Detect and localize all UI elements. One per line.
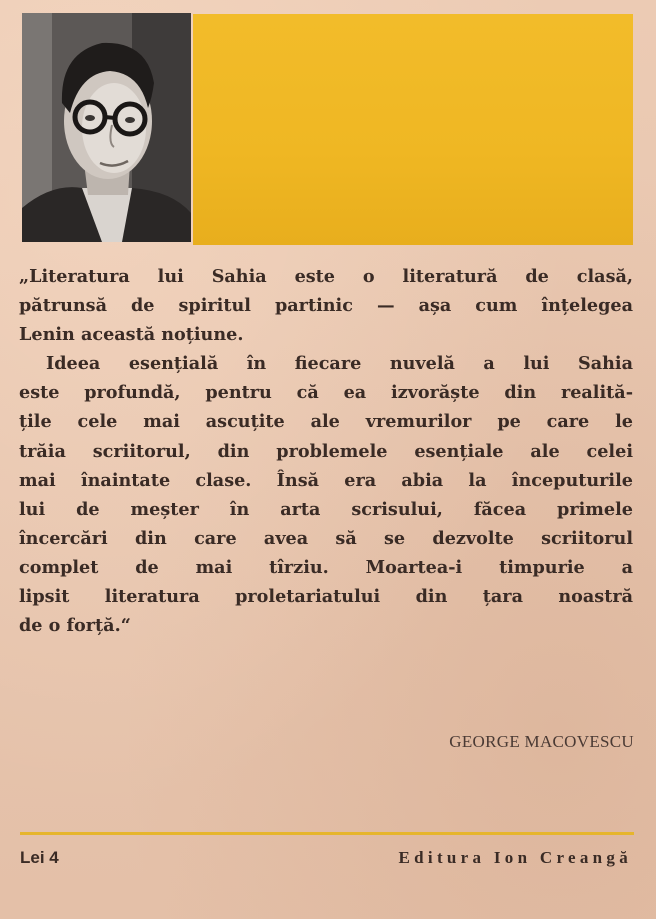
quote-line: țile cele mai ascuțite ale vremurilor pe care le — [19, 411, 633, 433]
quote-line: pătrunsă de spiritul partinic — așa cum înțelegea — [19, 295, 633, 317]
quote-line: este profundă, pentru că ea izvorăște din realită- — [19, 382, 633, 404]
price-label: Lei 4 — [20, 848, 59, 867]
quote-line: „Literatura lui Sahia este o literatură de clasă, — [19, 266, 633, 287]
author-portrait-photo — [22, 13, 191, 242]
quote-line: mai înaintate clase. Însă era abia la începuturile — [19, 469, 633, 491]
quote-line: Lenin această noțiune. — [19, 324, 244, 346]
yellow-color-block — [193, 14, 633, 245]
quote-line: lipsit literatura proletariatului din țara noastră — [19, 586, 633, 608]
author-portrait-icon — [22, 13, 191, 242]
quote-paragraph-2 — [19, 349, 633, 640]
quote-line: încercări din care avea să se dezvolte scriitorul — [19, 527, 633, 549]
quote-line: complet de mai tîrziu. Moartea-i timpurie a — [19, 556, 633, 578]
quote-author: GEORGE MACOVESCU — [449, 732, 634, 751]
quote-line: lui de meșter în arta scrisului, făcea primele — [19, 498, 633, 520]
quote-line: trăia scriitorul, din problemele esențiale ale celei — [19, 440, 633, 462]
quote-paragraph-1 — [19, 262, 633, 349]
divider-rule — [20, 832, 634, 835]
quote-text — [19, 262, 633, 640]
quote-line: de o forță.“ — [19, 615, 131, 637]
publisher-name: Editura Ion Creangă — [398, 848, 632, 867]
quote-line: Ideea esențială în fiecare nuvelă a lui Sahia — [46, 353, 633, 375]
